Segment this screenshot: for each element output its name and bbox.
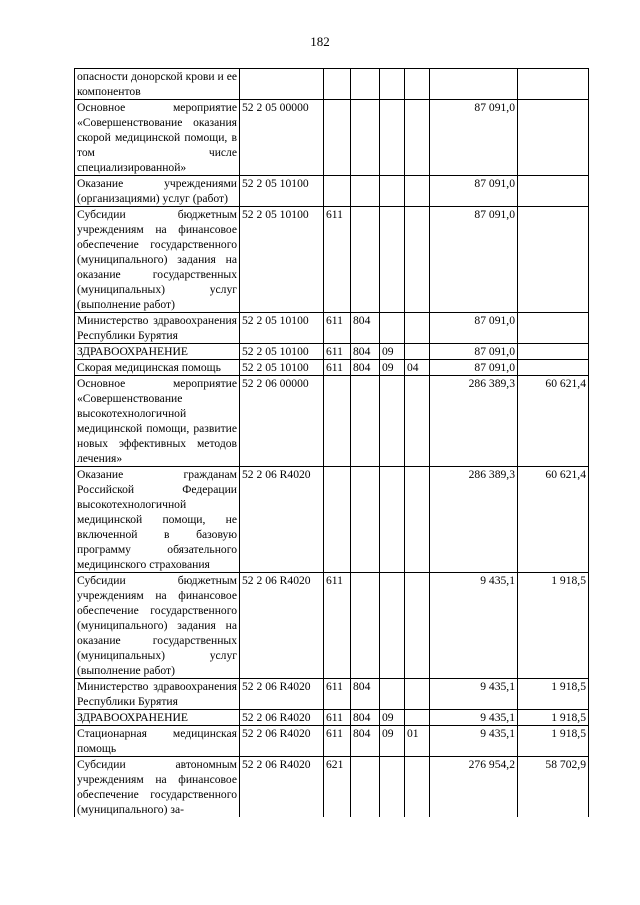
subsection-cell	[405, 344, 430, 360]
target-article-cell: 52 2 05 10100	[240, 360, 324, 376]
amount-1-cell: 87 091,0	[430, 207, 518, 313]
table-row	[75, 313, 589, 344]
item-name-cell: Оказание учреждениями (организациями) услуг (работ)	[75, 176, 240, 207]
amount-1-cell: 276 954,2	[430, 757, 518, 818]
item-name-cell: ЗДРАВООХРАНЕНИЕ	[75, 344, 240, 360]
table-row	[75, 360, 589, 376]
table-row	[75, 376, 589, 467]
table-row	[75, 207, 589, 313]
amount-1-cell: 87 091,0	[430, 100, 518, 176]
target-article-cell: 52 2 06 00000	[240, 376, 324, 467]
expense-type-cell: 611	[324, 573, 351, 679]
expense-type-cell	[324, 376, 351, 467]
amount-1-cell: 286 389,3	[430, 376, 518, 467]
administrator-code-cell	[351, 207, 380, 313]
item-name-cell: Министерство здравоохранения Республики Бурятия	[75, 313, 240, 344]
target-article-cell: 52 2 06 R4020	[240, 467, 324, 573]
amount-1-cell: 87 091,0	[430, 344, 518, 360]
table-row	[75, 344, 589, 360]
section-cell	[380, 376, 405, 467]
administrator-code-cell: 804	[351, 313, 380, 344]
item-name-cell: Основное мероприятие «Совершенствование оказания скорой медицинской помощи, в том числе специализированной»	[75, 100, 240, 176]
amount-2-cell: 1 918,5	[518, 573, 589, 679]
section-cell	[380, 757, 405, 818]
administrator-code-cell	[351, 69, 380, 100]
amount-1-cell	[430, 69, 518, 100]
amount-2-cell: 1 918,5	[518, 710, 589, 726]
amount-1-cell: 9 435,1	[430, 726, 518, 757]
expense-type-cell: 611	[324, 360, 351, 376]
amount-2-cell: 1 918,5	[518, 679, 589, 710]
budget-table	[74, 68, 589, 817]
expense-type-cell: 621	[324, 757, 351, 818]
administrator-code-cell: 804	[351, 710, 380, 726]
section-cell	[380, 313, 405, 344]
administrator-code-cell	[351, 467, 380, 573]
item-name-cell: Субсидии бюджетным учреждениям на финансовое обеспечение государственного (муниципального) задания на оказание государственных (муниципальных) услуг (выполнение работ)	[75, 573, 240, 679]
expense-type-cell: 611	[324, 207, 351, 313]
target-article-cell: 52 2 05 10100	[240, 344, 324, 360]
amount-2-cell	[518, 207, 589, 313]
table-row	[75, 710, 589, 726]
amount-2-cell: 1 918,5	[518, 726, 589, 757]
expense-type-cell: 611	[324, 710, 351, 726]
expense-type-cell	[324, 69, 351, 100]
target-article-cell: 52 2 06 R4020	[240, 679, 324, 710]
table-row	[75, 679, 589, 710]
target-article-cell	[240, 69, 324, 100]
table-row	[75, 467, 589, 573]
item-name-cell: Оказание гражданам Российской Федерации высокотехнологичной медицинской помощи, не включенной в базовую программу обязательного медицинского страхования	[75, 467, 240, 573]
target-article-cell: 52 2 05 00000	[240, 100, 324, 176]
amount-2-cell	[518, 69, 589, 100]
item-name-cell: Основное мероприятие «Совершенствование высокотехнологичной медицинской помощи, развитие новых эффективных методов лечения»	[75, 376, 240, 467]
amount-1-cell: 286 389,3	[430, 467, 518, 573]
item-name-cell: Субсидии автономным учреждениям на финансовое обеспечение государственного (муниципального) за-	[75, 757, 240, 818]
expense-type-cell: 611	[324, 313, 351, 344]
target-article-cell: 52 2 05 10100	[240, 176, 324, 207]
amount-1-cell: 87 091,0	[430, 313, 518, 344]
amount-2-cell	[518, 360, 589, 376]
section-cell: 09	[380, 710, 405, 726]
target-article-cell: 52 2 06 R4020	[240, 573, 324, 679]
section-cell	[380, 176, 405, 207]
amount-2-cell	[518, 176, 589, 207]
item-name-cell: ЗДРАВООХРАНЕНИЕ	[75, 710, 240, 726]
table-row	[75, 573, 589, 679]
subsection-cell: 04	[405, 360, 430, 376]
item-name-cell: Стационарная медицинская помощь	[75, 726, 240, 757]
section-cell	[380, 467, 405, 573]
item-name-cell: опасности донорской крови и ее компонентов	[75, 69, 240, 100]
subsection-cell: 01	[405, 726, 430, 757]
amount-1-cell: 9 435,1	[430, 710, 518, 726]
administrator-code-cell	[351, 176, 380, 207]
subsection-cell	[405, 467, 430, 573]
table-row	[75, 726, 589, 757]
administrator-code-cell	[351, 573, 380, 679]
subsection-cell	[405, 176, 430, 207]
section-cell: 09	[380, 360, 405, 376]
amount-1-cell: 9 435,1	[430, 679, 518, 710]
administrator-code-cell: 804	[351, 726, 380, 757]
section-cell: 09	[380, 726, 405, 757]
budget-table-body	[75, 69, 589, 818]
target-article-cell: 52 2 06 R4020	[240, 757, 324, 818]
table-row	[75, 176, 589, 207]
table-row	[75, 757, 589, 818]
administrator-code-cell: 804	[351, 360, 380, 376]
subsection-cell	[405, 757, 430, 818]
table-row	[75, 69, 589, 100]
amount-2-cell	[518, 344, 589, 360]
administrator-code-cell: 804	[351, 344, 380, 360]
amount-2-cell	[518, 313, 589, 344]
subsection-cell	[405, 100, 430, 176]
expense-type-cell	[324, 467, 351, 573]
item-name-cell: Скорая медицинская помощь	[75, 360, 240, 376]
amount-2-cell	[518, 100, 589, 176]
amount-1-cell: 9 435,1	[430, 573, 518, 679]
target-article-cell: 52 2 06 R4020	[240, 726, 324, 757]
amount-1-cell: 87 091,0	[430, 360, 518, 376]
amount-2-cell: 60 621,4	[518, 376, 589, 467]
amount-2-cell: 58 702,9	[518, 757, 589, 818]
expense-type-cell: 611	[324, 679, 351, 710]
subsection-cell	[405, 69, 430, 100]
expense-type-cell	[324, 176, 351, 207]
subsection-cell	[405, 207, 430, 313]
target-article-cell: 52 2 05 10100	[240, 207, 324, 313]
expense-type-cell	[324, 100, 351, 176]
subsection-cell	[405, 679, 430, 710]
administrator-code-cell: 804	[351, 679, 380, 710]
section-cell	[380, 69, 405, 100]
item-name-cell: Субсидии бюджетным учреждениям на финансовое обеспечение государственного (муниципального) задания на оказание государственных (муниципальных) услуг (выполнение работ)	[75, 207, 240, 313]
subsection-cell	[405, 313, 430, 344]
page-number: 182	[310, 34, 330, 49]
item-name-cell: Министерство здравоохранения Республики Бурятия	[75, 679, 240, 710]
expense-type-cell: 611	[324, 344, 351, 360]
amount-1-cell: 87 091,0	[430, 176, 518, 207]
amount-2-cell: 60 621,4	[518, 467, 589, 573]
subsection-cell	[405, 376, 430, 467]
administrator-code-cell	[351, 757, 380, 818]
section-cell	[380, 207, 405, 313]
section-cell	[380, 679, 405, 710]
target-article-cell: 52 2 06 R4020	[240, 710, 324, 726]
subsection-cell	[405, 573, 430, 679]
section-cell	[380, 573, 405, 679]
section-cell: 09	[380, 344, 405, 360]
administrator-code-cell	[351, 100, 380, 176]
table-row	[75, 100, 589, 176]
section-cell	[380, 100, 405, 176]
target-article-cell: 52 2 05 10100	[240, 313, 324, 344]
expense-type-cell: 611	[324, 726, 351, 757]
administrator-code-cell	[351, 376, 380, 467]
subsection-cell	[405, 710, 430, 726]
